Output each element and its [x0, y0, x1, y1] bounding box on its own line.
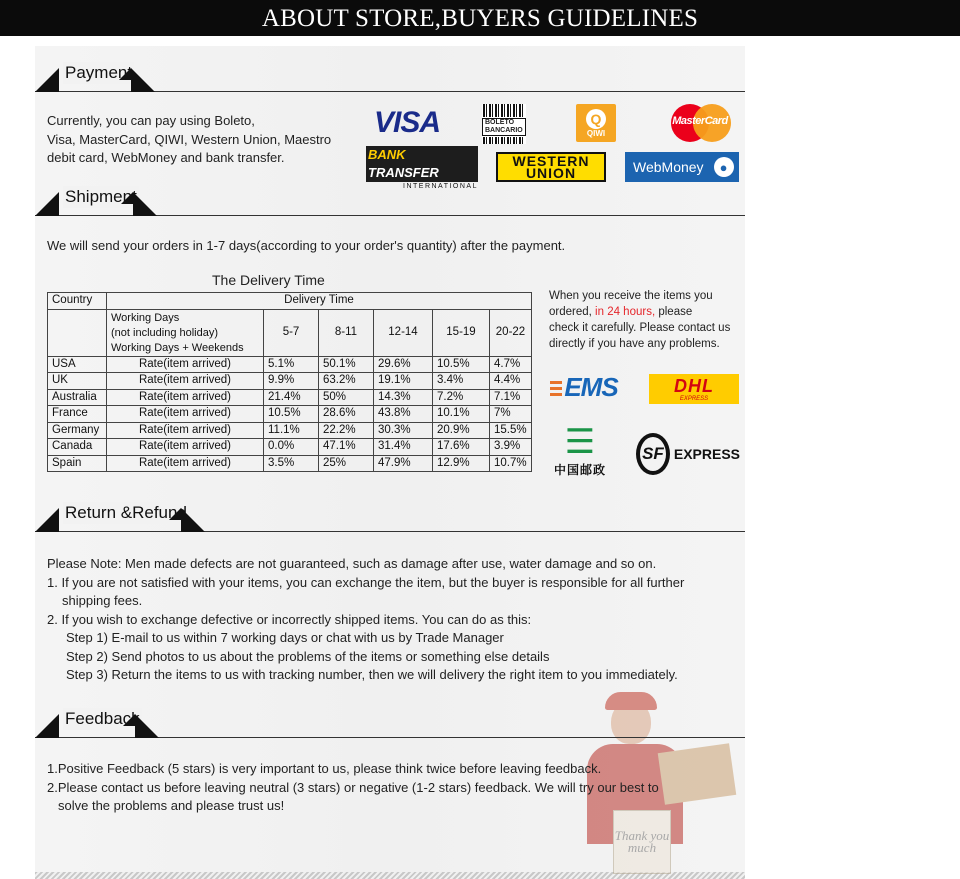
thank-you-bag: Thank you much	[613, 810, 671, 874]
table-subheader: Working Days (not including holiday) Working Days + Weekends	[107, 309, 264, 356]
bank-transfer-logo: BANK TRANSFER INTERNATIONAL	[368, 146, 478, 190]
range-cell: 15-19	[433, 309, 490, 356]
qiwi-logo: Q QIWI	[576, 104, 616, 142]
boleto-logo: BOLETO BANCARIO	[482, 104, 526, 144]
table-row: UK Rate(item arrived) 9.9% 63.2% 19.1% 3.4% 4.4%	[48, 373, 532, 390]
delivery-table-title: The Delivery Time	[212, 272, 325, 288]
payment-text: Currently, you can pay using Boleto, Visa, MasterCard, QIWI, Western Union, Maestro debit card, WebMoney and bank transfer.	[47, 113, 332, 165]
table-header-delivery: Delivery Time	[107, 293, 532, 310]
table-row: Germany Rate(item arrived) 11.1% 22.2% 30.3% 20.9% 15.5%	[48, 422, 532, 439]
western-union-logo: WESTERN UNION	[496, 152, 606, 182]
range-cell: 8-11	[319, 309, 374, 356]
page-title: ABOUT STORE,BUYERS GUIDELINES	[0, 0, 960, 36]
table-row: Australia Rate(item arrived) 21.4% 50% 14.3% 7.2% 7.1%	[48, 389, 532, 406]
range-cell: 5-7	[264, 309, 319, 356]
payment-section-header	[35, 62, 745, 92]
table-header-country: Country	[48, 293, 107, 310]
shipment-section-header	[35, 186, 745, 216]
range-cell: 20-22	[490, 309, 532, 356]
payment-heading: Payment	[65, 63, 133, 82]
ems-logo: EMS	[549, 374, 619, 400]
range-cell: 12-14	[374, 309, 433, 356]
visa-logo: VISA	[373, 106, 441, 139]
table-row: Canada Rate(item arrived) 0.0% 47.1% 31.4% 17.6% 3.9%	[48, 439, 532, 456]
refund-section-header	[35, 502, 745, 532]
table-row: France Rate(item arrived) 10.5% 28.6% 43.8% 10.1% 7%	[48, 406, 532, 423]
webmoney-globe-icon: ●	[714, 157, 734, 177]
dhl-logo: DHL EXPRESS	[649, 374, 739, 404]
feedback-text: 1.Positive Feedback (5 stars) is very important to us, please think twice before leaving feedback. 2.Please contact us before leaving neutral (3 stars) or negative (1-2 stars) feedback. We will try our best to solve the problems and please trust us!	[47, 761, 659, 813]
shipment-intro: We will send your orders in 1-7 days(according to your order's quantity) after the payment.	[47, 238, 566, 253]
china-post-logo: ☰ 中国邮政	[553, 422, 606, 477]
china-post-icon: ☰	[564, 422, 596, 461]
sf-express-logo: SF EXPRESS	[636, 432, 740, 476]
shipment-heading: Shipment	[65, 187, 137, 206]
mastercard-logo: MasterCard	[669, 104, 731, 142]
table-row: Spain Rate(item arrived) 3.5% 25% 47.9% 12.9% 10.7%	[48, 455, 532, 472]
inspection-note: When you receive the items you ordered, in 24 hours, please check it carefully. Please contact us directly if you have any problems.	[549, 290, 731, 350]
feedback-heading: Feedback	[65, 709, 140, 728]
table-row: USA Rate(item arrived) 5.1% 50.1% 29.6% 10.5% 4.7%	[48, 356, 532, 373]
delivery-time-table	[47, 292, 532, 472]
refund-heading: Return &Refund	[65, 503, 187, 522]
feedback-section-header	[35, 708, 745, 738]
refund-text: Please Note: Men made defects are not guaranteed, such as damage after use, water damage and so on. 1. If you are not satisfied with your items, you can exchange the item, but the buyer is responsible for all further shipping fees. 2. If you wish to exchange defective or incorrectly shipped items. You can do as this: Step 1) E-mail to us within 7 working days or chat with us by Trade Manager Step 2) Send photos to us about the problems of the items or something else details Step 3) Return the items to us with tracking number, then we will delivery the right item to you immediately.	[47, 556, 685, 682]
webmoney-logo: WebMoney ●	[625, 152, 739, 182]
